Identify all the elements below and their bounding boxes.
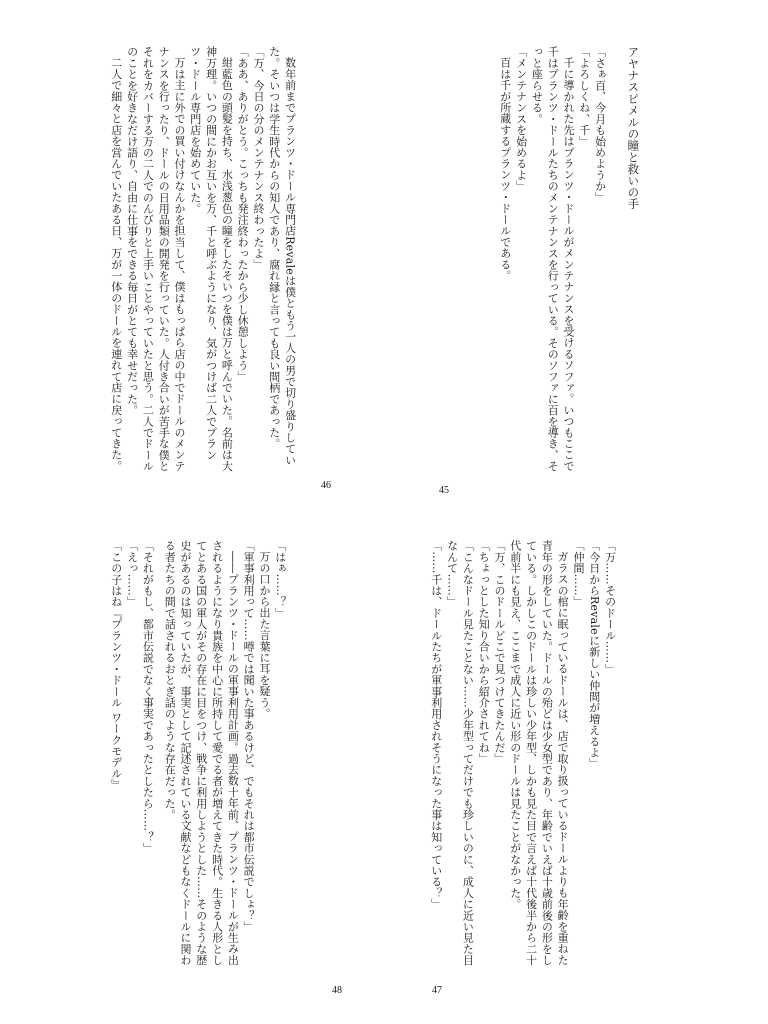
paragraph: 万は主に外での買い付けなんかを担当して、僕はもっぱら店の中でドールのメンテナンスを行ったり、ドールの日用品類の開発を行っていた。人付き合いが苦手な僕とそれをカバーする万の二人でのんびりと上手いことやっていたと思う。二人でドールのことを好きなだけ語り、自由に仕事をできる毎日がとても幸せだった。 bbox=[125, 46, 186, 472]
dialogue-line: 「それがもし、都市伝説でなく事実であったとしたら……？」 bbox=[141, 540, 155, 854]
page-46-text bbox=[108, 46, 298, 476]
page-number: 45 bbox=[439, 485, 449, 496]
paragraph: 数年前までプランツ・ドール専門店Revaleは僕ともう一人の男で切り盛りしていた。そいつは学生時代からの知人であり、腐れ縁と言っても良い間柄であった。 bbox=[267, 46, 297, 466]
page-47 bbox=[428, 540, 693, 975]
page-number: 47 bbox=[432, 985, 442, 996]
dialogue-line: 「万、今日の分のメンテナンス終わったよ」 bbox=[251, 46, 265, 270]
dialogue-line: 「軍事利用って……噂では聞いた事あるけど、でもそれは都市伝説でしょ？」 bbox=[242, 540, 256, 932]
dialogue-line: 「ああ、ありがとう。こっちも発注終わったから少し休憩しよう」 bbox=[236, 46, 250, 382]
dialogue-line: 「万、このドールどこで見つけてきたんだ」 bbox=[492, 540, 506, 764]
page-48-text bbox=[108, 540, 288, 975]
page-46 bbox=[108, 46, 343, 476]
paragraph: 紺藍色の頭髪を持ち、水浅葱色の瞳をしたそいつを僕は万と呼んでいた。名前は大神万理。いつの間にかお互いを万、千と呼ぶようになり、気がつけば二人でプランツ・ドール専門店を始めていた。 bbox=[188, 46, 234, 472]
dialogue-line: 「……千は、ドールたちが軍事利用されそうになった事は知っている？」 bbox=[429, 540, 443, 910]
paragraph: 百は千が所蔵するプランツ・ドールである。 bbox=[498, 57, 512, 281]
dialogue-line: 「さぁ百、今月も始めようか」 bbox=[593, 46, 607, 203]
dialogue-line: 「メンテナンスを始めるよ」 bbox=[514, 46, 528, 192]
page-number: 48 bbox=[332, 985, 342, 996]
dialogue-line: 「よろしくね、千」 bbox=[577, 46, 591, 147]
dialogue-line: 「はぁ……？」 bbox=[273, 540, 287, 619]
page-45 bbox=[497, 46, 687, 476]
dialogue-line: 「万……そのドール……」 bbox=[603, 540, 617, 675]
paragraph: ――プランツ・ドールの軍事利用計画。過去数十年前、プランツ・ドールが生み出されるようになり貴族を中心に所持して愛でる者が増えてきた時代。生きる人形としてとある国の軍人がその存在に目をつけ、戦争に利用しようとした……そのような歴史があるのは知っていたが、事実として記述されている文献などもなくドールに関わる者たちの間で話されるおとぎ話のような存在だった。 bbox=[163, 540, 240, 966]
paragraph: 万の口から出た言葉に耳を疑う。 bbox=[257, 551, 271, 719]
page-47-text bbox=[428, 540, 618, 975]
dialogue-line: 「こんなドール見たことない……少年型ってだけでも珍しいのに、成人に近い見た目なんて……」 bbox=[445, 540, 475, 966]
paragraph: 二人で細々と店を営んでいたある日、万が一体のドールを連れて店に戻ってきた。 bbox=[109, 57, 123, 472]
paragraph: 千に導かれた先はプランツ・ドールがメンテナンスを受けるソファ。いつもここで千はプランツ・ドールたちのメンテナンスを行っている。そのソファに百を導き、そっと座らせる。 bbox=[530, 46, 575, 472]
chapter-title: アヤナスピメルの瞳と救いの手 bbox=[626, 46, 641, 210]
dialogue-line: 「この子はね『プランツ・ドール ワークモデル』 bbox=[109, 540, 123, 791]
page-45-text bbox=[497, 46, 640, 476]
dialogue-line: 「今日からRevaleに新しい仲間が増えるよ」 bbox=[587, 540, 601, 770]
dialogue-line: 「仲間……」 bbox=[571, 540, 585, 608]
dialogue-line: 「えっ……」 bbox=[125, 540, 139, 608]
page-48 bbox=[108, 540, 373, 975]
paragraph: ガラスの棺に眠っているドールは、店で取り扱っているドールよりも年齢を重ねた青年の形をしていた。ドールの殆どは少女型であり、年齢でいえば十歳前後の形をしている。しかしこのドールは珍しい少年型、しかも見た目で言えば十代後半から二十代前半にも見え、ここまで成人に近い形のドールは見たことがなかった。 bbox=[508, 540, 570, 966]
page-number: 46 bbox=[321, 480, 331, 491]
dialogue-line: 「ちょっとした知り合いから紹介されてね」 bbox=[477, 540, 491, 764]
